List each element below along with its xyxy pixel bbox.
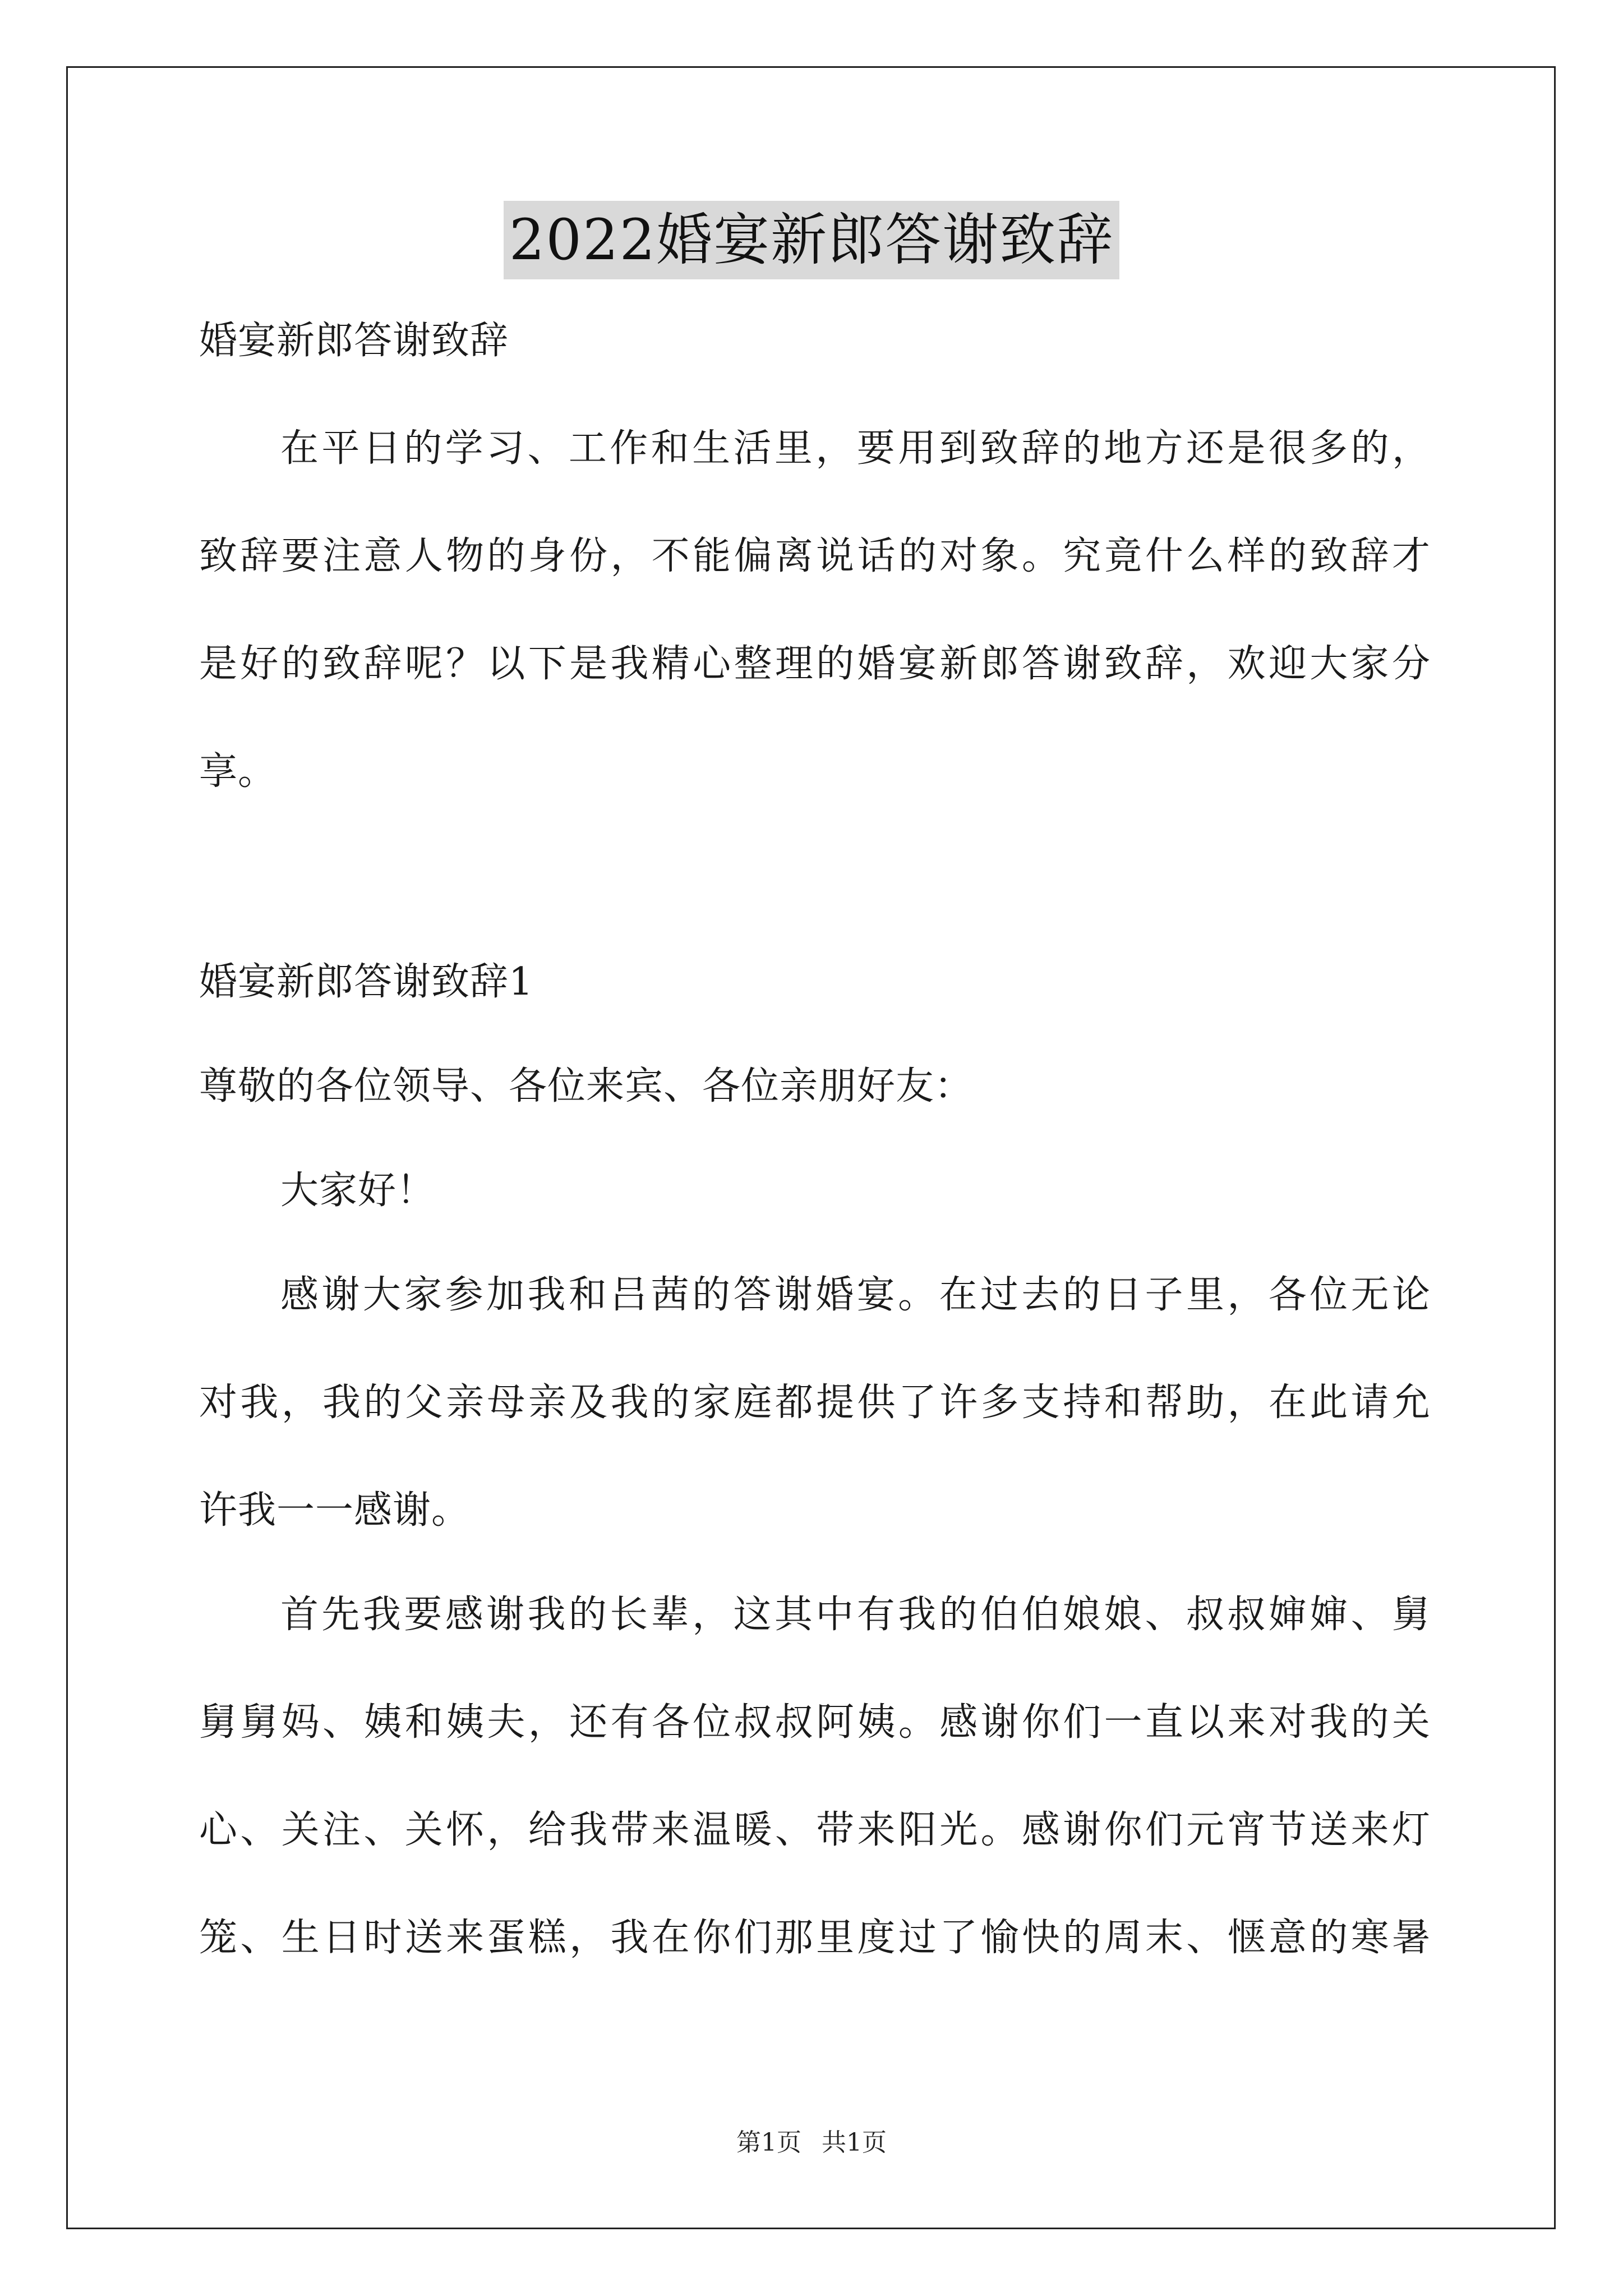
para2-line-1: 首先我要感谢我的长辈，这其中有我的伯伯娘娘、叔叔婶婶、舅 <box>280 1593 1431 1637</box>
para1-line-1: 感谢大家参加我和吕茜的答谢婚宴。在过去的日子里，各位无论 <box>280 1273 1431 1317</box>
page-number-total: 共1页 <box>822 2128 887 2157</box>
document-title: 2022婚宴新郎答谢致辞 <box>504 201 1120 279</box>
para1-line-2: 对我，我的父亲母亲及我的家庭都提供了许多支持和帮助，在此请允 <box>199 1381 1431 1425</box>
subtitle: 婚宴新郎答谢致辞 <box>199 319 509 363</box>
intro-line-1: 在平日的学习、工作和生活里，要用到致辞的地方还是很多的， <box>280 426 1431 471</box>
page-footer <box>0 2126 1623 2160</box>
para2-line-4: 笼、生日时送来蛋糕，我在你们那里度过了愉快的周末、惬意的寒暑 <box>199 1916 1431 1960</box>
section-heading: 婚宴新郎答谢致辞1 <box>199 960 534 1004</box>
intro-line-3: 是好的致辞呢？以下是我精心整理的婚宴新郎答谢致辞，欢迎大家分 <box>199 642 1431 686</box>
para2-line-3: 心、关注、关怀，给我带来温暖、带来阳光。感谢你们元宵节送来灯 <box>199 1808 1431 1852</box>
page-number-current: 第1页 <box>736 2128 801 2157</box>
document-body <box>199 314 1431 1965</box>
title-container <box>0 201 1623 279</box>
para2-line-2: 舅舅妈、姨和姨夫，还有各位叔叔阿姨。感谢你们一直以来对我的关 <box>199 1700 1431 1745</box>
intro-line-4: 享。 <box>199 749 277 794</box>
intro-line-2: 致辞要注意人物的身份，不能偏离说话的对象。究竟什么样的致辞才 <box>199 534 1431 578</box>
salutation: 尊敬的各位领导、各位来宾、各位亲朋好友： <box>199 1064 974 1108</box>
para1-line-3: 许我一一感谢。 <box>199 1488 471 1533</box>
greeting: 大家好！ <box>280 1168 436 1213</box>
